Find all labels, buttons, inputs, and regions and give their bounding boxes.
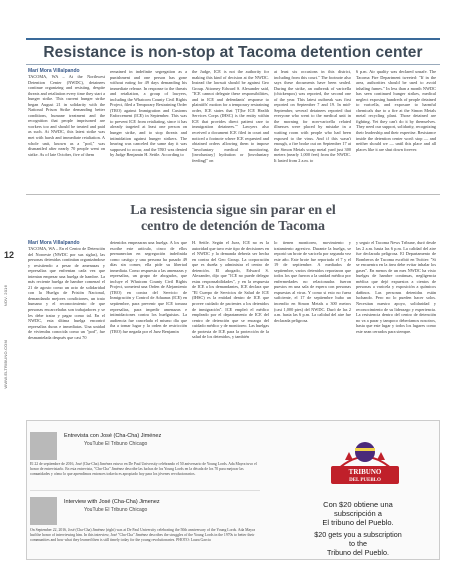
spanish-headline-line-1: La resistencia sigue sin parar en el: [130, 203, 336, 218]
english-column-2: remained in indefinite segregation as a punishment and one person has gone without eating for 49 days demanding his immediate release. In response to the threats and retaliation, a group of lawyers, including the Whatcom County Civil Rights Project, filed a Temporary Restraining Order (TRO) against Immigration and Customs Enforcement (ICE) in September. This was to prevent ICE from retaliating, since it has already targeted at least one person on hunger strike, and to stop threats and intimidation against hunger strikers. The hearing was canceled the same day it was supposed to occur, and the TRO was denied by Judge Benjamin H. Settle. According to: [110, 69, 187, 158]
interview-text-es: El 22 de septiembre de 2016, José (Cha-Cha) Jiménez estuvo en De Paul University celebrando el 50 aniversario de Young Lords. Ada Mayra tuvo el honor de entrevistarlo. En esta entrevista, "Cha-Cha" Jiménez describe las luchas de los Young Lords en la década de los 70 para mejorar las comunidades y cómo lo que aprendimos entonces todavía es apropiado hoy para los jóvenes revolucionarios.: [30, 462, 257, 476]
svg-text:TRIBUNO: [349, 468, 382, 476]
offer-es-line-1: Con $20 obtiene una: [323, 500, 393, 509]
headline-top-rule: [26, 38, 440, 40]
interview-subtitle-es: YouTube El Tribuno Chicago: [84, 441, 148, 447]
page-number: 12: [4, 250, 15, 260]
english-column-5: 6 p.m. Air quality was declared unsafe. The Tacoma Fire Department tweeted: "If in the area, authorities should be used to avoid inhaling fumes." In less than a month NWDC has seen continued hunger strikes, medical neglect exposing hundreds of people detained to varicella, and exposure to harmful chemicals due to a fire at the Simon Metals metal recycling plant. Those detained are fighting. Yet they can't do it by themselves. They need our support, solidarity, recognizing their leadership and their expertise. Resistance inside the detention center won't stop — and neither should we — until this place and all places like it are shut down forever.: [356, 69, 436, 152]
interview-text-en: On September 22, 2016, José (Cha-Cha) Jiménez (right) was at De Paul University celebrating the 50th anniversary of the Young Lords. Ada Mayra had the honor of interviewing him. In this interview, José "Cha-Cha" Jiménez describes the struggles of the Young Lords in the 1970s to better their communities and how what they learned then is still timely today for the young revolutionaries. PHOTO: Laura Garcia: [30, 528, 256, 542]
english-column-4: at least six occasions in this district, including from this court." The footnote also says these documents have been sealed. During the strike, an outbreak of varicella (chickenpox) was reported, the second one of the year. This latest outbreak was first reported on September 7 and 19. In mid-September, several detainees reported that everyone who went to the medical unit in the morning for non-varicella related illnesses were placed by mistake in a waiting room with people who had been exposed to the virus. And if this wasn't enough, a fire broke out on September 17 at the Simon Metals scrap metal yard just 300 meters (nearly 1,000 feet) from the NWDC. It lasted from 2 a.m. to: [274, 69, 351, 163]
english-byline: Marí Mora Villalpando: [28, 68, 80, 74]
tribuno-logo: [325, 430, 405, 490]
spanish-column-5: y seguir el Tacoma News Tribune, duró desde las 2 a.m. hasta las 6 p.m. La calidad del aire fue declarada peligrosa. El Departamento de Bomberos de Tacoma escribió en Twitter: "Si se encuentra en la área debe evitar inhalar los gases". En menos de un mes NWDC ha visto huelgas de hambre continuas, negligencia médica que dejó expuestos a cientos de personas a varicela y exposición a químicos dañinos. Las personas detenidas están luchando. Pero no lo pueden hacer solos. Necesitan nuestro apoyo, solidaridad y reconocimiento de su liderazgo y experiencia. La resistencia dentro del centro de detención no va a parar y tampoco deberíamos nosotros, hasta que este lugar y todos los lugares como este sean cerrados para siempre.: [356, 240, 436, 334]
spanish-column-4: lo tienen monitoreo, movimiento y tratamiento agresivo. Durante la huelga, se reportó un brote de varicela por segunda vez este año. Este brote fue reportado el 7 y el 19 de septiembre. A mediados de septiembre, varios detenidos reportaron que todos los que fueron a la unidad médica por enfermedades no relacionadas fueron puestos en una sala de espera con personas expuestas al virus. Y como si esto no fuera suficiente, el 17 de septiembre hubo un incendio en Simon Metals a 300 metros (casi 1,000 pies) del NWDC. Duró de las 2 a.m. hasta las 6 p.m. La calidad del aire fue declarada peligrosa.: [274, 240, 351, 323]
spanish-byline: Marí Mora Villalpando: [28, 240, 80, 246]
logo-word-pueblo: PUEBLO: [360, 478, 381, 483]
spanish-headline-line-2: centro de detención de Tacoma: [140, 219, 326, 234]
interview-subtitle-en: YouTube El Tribuno Chicago: [84, 507, 148, 513]
issue-date: NOV. 2016: [3, 285, 8, 307]
ad-inner-divider: [30, 490, 260, 491]
offer-english: [268, 530, 448, 557]
page-side-strip: [0, 0, 22, 565]
offer-en-line-2: to the: [349, 539, 367, 548]
english-headline: Resistance is non-stop at Tacoma detention center: [43, 44, 423, 61]
interview-title-en: Interview with José (Cha-Cha) Jimenez: [64, 499, 160, 505]
svg-text:DEL PUEBLO: [349, 478, 381, 483]
section-divider: [26, 194, 440, 195]
offer-spanish: [268, 500, 448, 527]
offer-en-line-1: $20 gets you a subscription: [314, 530, 402, 539]
interview-title-es: Entrevista con José (Cha-Cha) Jiménez: [64, 433, 162, 439]
spanish-column-3: H. Settle. Según el Juez, ICE no es la autoridad que tuvo este tipo de decisiones en el NWDC y la demanda debería ser hecha en contra del Geo Group. La corporación que es dueña y administra el centro de detención. El abogado, Edward S. Alexander, dijo que "ICE no puede delegar estas responsabilidades", y en la respuesta de ICE a los demandantes, ICE declara que "El Cuerpo de Servicios de Salud de ICE (IHSC) es la entidad dentro de ICE que provee cuidado de pacientes a los detenidos de inmigración". ICE empleó el médico empleado por el departamento de ICE del centro de detención que se encarga del cuidado médico y de monitoreo. Las huelgas de protesta de ICE para la protección de la salud de los detenidos, y también: [192, 240, 269, 340]
offer-es-line-3: El tribuno del Pueblo.: [322, 518, 394, 527]
spanish-column-2: detenidos empezaran una huelga. A los que escribe este artículo, cinco de ellos permanecían en segregación indefinida como castigo y una persona ha pasado 49 días sin comer, ella pide su libertad inmediata. Como respuesta a las amenazas y represalias, un grupo de abogados, que incluye el Whatcom County Civil Rights Project, someterá una Orden de Alejamiento (TRO) en contra del Servicio de Inmigración y Control de Aduanas (ICE) en septiembre, para prevenir que ICE tomara represalias, para impedir amenazas e intimidaciones contra los huelguistas. La audiencia fue cancelada el mismo día que iba a tomar lugar y la orden de restricción (TRO) fue negada por el Juez Benjamin: [110, 240, 187, 334]
english-column-1: TACOMA, WA – At the Northwest Detention Center (NWDC), detainees continue organizing and resisting, despite threats and retaliation every time they start a hunger strike. This current hunger strike began August 21 in solidarity with the National Prison Strike demanding better conditions, humane treatment and the recognition that people imprisoned are workers too and should be treated and paid as such. At NWDC, this latest strike was met with harsh and immediate retaliation. A whole unit, known as a "pod," was dismantled after nearly 70 people went on strike. As of late October, five of them: [28, 74, 105, 157]
interview-photo-en: [30, 497, 57, 525]
offer-en-line-3: Tribuno del Pueblo.: [326, 548, 390, 557]
interview-photo-es: [30, 432, 57, 460]
headline-bottom-rule: [26, 64, 440, 65]
website-url: WWW.ELTRIBUNO.COM: [3, 340, 8, 389]
spanish-column-1: TACOMA, WA – En el Centro de Detención del Noroeste (NWDC por sus siglas), las personas detenidas continúan organizándose y resistiendo a pesar de amenazas y represalias que enfrentan cada vez que intentan empezar una huelga de hambre. La más reciente huelga de hambre comenzó el 21 de agosto como un acto de solidaridad con la Huelga de Prisión Nacional, demandando mejores condiciones, un trato humano y el reconocimiento de que personas encarceladas son trabajadores y se les debe tratar y pagar como tal. En el NWDC, esta última huelga encontró represalias duras e inmediatas. Una unidad de viviendas conocida como un "pod", fue desmantelada después que casi 70: [28, 246, 105, 340]
spanish-headline: [26, 203, 440, 235]
logo-word-del: DEL: [349, 478, 360, 483]
logo-word-tribuno: TRIBUNO: [348, 468, 382, 476]
offer-es-line-2: subscripción a: [334, 509, 382, 518]
english-column-3: the Judge, ICE is not the authority for making this kind of decision at the NWDC. Instead the lawsuit should be against Geo Group. Attorney Edward S. Alexander said, "ICE cannot delegate these responsibilities, and in ICE and defendants' response to plaintiffs' motion for a temporary restraining order, ICE states that '[T]he ICE Health Services Corps (IHSC) is the entity within ICE that provides direct patient care to immigration detainees.'" Lawyers also received a document ICE filed in court and noticed a footnote where ICE requested and obtained orders allowing them to impose "involuntary medical monitoring, [involuntary] hydration or [involuntary feeding]" on: [192, 69, 269, 163]
